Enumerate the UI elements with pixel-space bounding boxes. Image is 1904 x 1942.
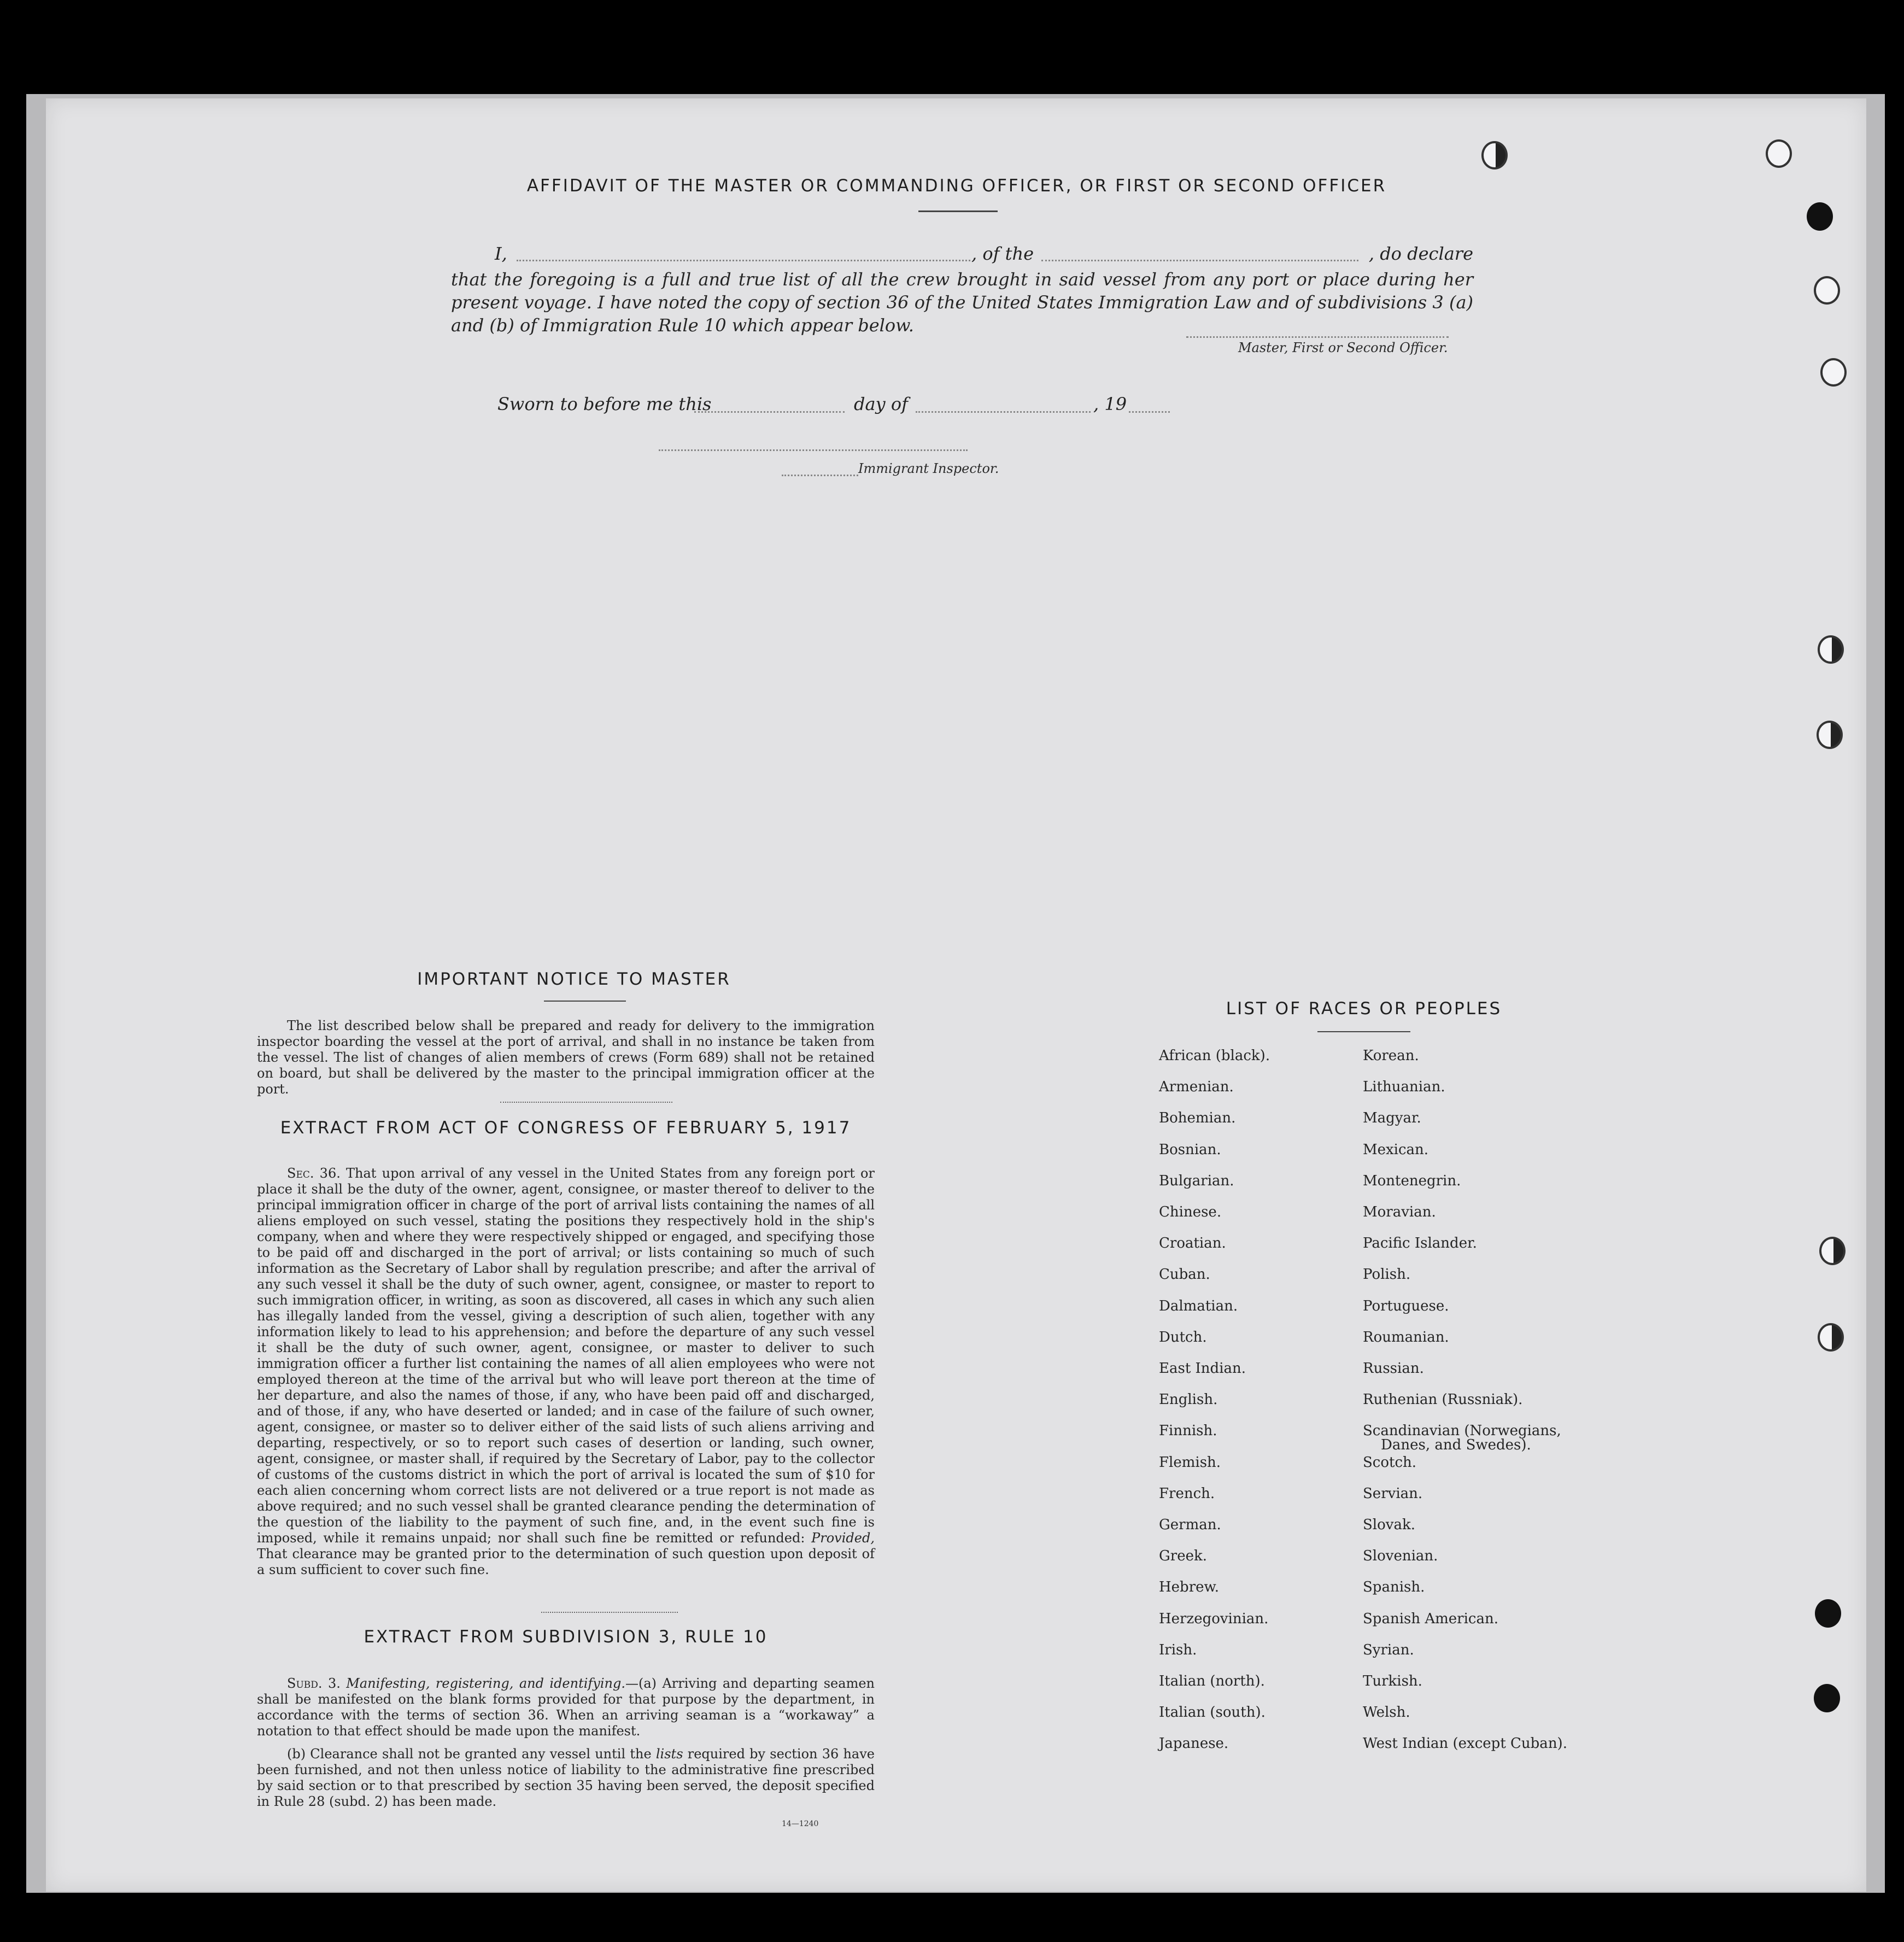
affidavit-title: AFFIDAVIT OF THE MASTER OR COMMANDING OFFICER, OR FIRST OR SECOND OFFICER xyxy=(526,176,1387,196)
subd-heading: Manifesting, registering, and identifying. xyxy=(346,1676,625,1691)
race-item: Italian (south). xyxy=(1159,1704,1266,1721)
subd-para-a: —(a) Arriving and departing seamen shall be manifested on the blank forms provided for that purpose by the department, in accordance with the terms of section 36. When an arriving seaman is a “workaway” a notation to that effect should be made upon the manifest. xyxy=(257,1676,875,1739)
binder-hole-icon xyxy=(1817,721,1843,749)
affidavit-declare-label: , do declare xyxy=(1368,243,1473,264)
sworn-line xyxy=(497,394,1170,417)
binder-hole-icon xyxy=(1815,1599,1841,1628)
race-item: Welsh. xyxy=(1363,1704,1410,1721)
race-item: Magyar. xyxy=(1363,1110,1421,1127)
day-of-label: day of xyxy=(854,394,908,414)
act-extract-body xyxy=(257,1166,875,1578)
races-underline xyxy=(1317,1031,1410,1032)
notice-title: IMPORTANT NOTICE TO MASTER xyxy=(417,969,731,989)
race-item: Bosnian. xyxy=(1159,1141,1221,1158)
inspector-signature-field-lower[interactable] xyxy=(782,475,858,476)
race-item: German. xyxy=(1159,1517,1221,1533)
race-item: Spanish. xyxy=(1363,1579,1425,1596)
para-b-lists: lists xyxy=(655,1746,683,1762)
race-item: Pacific Islander. xyxy=(1363,1235,1477,1252)
binder-hole-icon xyxy=(1820,358,1847,387)
affidavit-body: that the foregoing is a full and true list of all the crew brought in said vessel from any port or place during her present voyage. I have noted the copy of section 36 of the United States Immigration Law and of subdivisions 3 (a) and (b) of Immigration Rule 10 which appear below. xyxy=(451,269,1473,336)
act-divider xyxy=(541,1612,678,1613)
race-item: Moravian. xyxy=(1363,1204,1436,1220)
race-item: Syrian. xyxy=(1363,1641,1414,1658)
sec-36-text: That upon arrival of any vessel in the United States from any foreign port or place it shall be the duty of the owner, agent, consignee, or master thereof to deliver to the principal immigration officer in charge of the port of arrival lists containing the names of all aliens employed on such vessel, stating the positions they respectively hold in the ship's company, when and where they were respectively shipped or engaged, and specifying those to be paid off and discharged in the port of arrival; or lists containing so much of such information as the Secretary of Labor shall by regulation prescribe; and after the arrival of any such vessel it shall be the duty of such owner, agent, consignee, or master to report to such immigration officer, in writing, as soon as discovered, all cases in which any such alien has illegally landed from the vessel, giving a description of such alien, together with any information likely to lead to his apprehension; and before the departure of any such vessel it shall be the duty of such owner, agent, consignee, or master to deliver to such immigration officer a further list containing the names of all alien employees who were not employed thereon at the time of the arrival but who will leave port thereon at the time of her departure, and also the names of those, if any, who have been paid off and discharged, and of those, if any, who have deserted or landed; and in case of the failure of such owner, agent, consignee, or master so to deliver either of the said lists of such aliens arriving and departing, respectively, or so to report such cases of desertion or landing, such owner, agent, consignee, or master shall, if required by the Secretary of Labor, pay to the collector of customs of the customs district in which the port of arrival is located the sum of $10 for each alien concerning whom correct lists are not delivered or a true report is not made as above required; and no such vessel shall be granted clearance pending the determination of the question of the liability to the payment of such fine, and, in the event such fine is imposed, while it remains unpaid; nor shall such fine be remitted or refunded: xyxy=(257,1166,875,1546)
form-page xyxy=(46,98,1866,1892)
binder-hole-icon xyxy=(1814,1684,1840,1712)
race-item: Korean. xyxy=(1363,1048,1419,1064)
race-item: Finnish. xyxy=(1159,1423,1217,1440)
binder-hole-icon xyxy=(1814,276,1840,305)
race-item: Portuguese. xyxy=(1363,1297,1449,1314)
race-item: Chinese. xyxy=(1159,1204,1222,1220)
race-item: Dalmatian. xyxy=(1159,1297,1238,1314)
race-item: Armenian. xyxy=(1159,1079,1234,1096)
affidavit-line1 xyxy=(451,243,1473,266)
race-item: East Indian. xyxy=(1159,1360,1246,1377)
race-item: Bohemian. xyxy=(1159,1110,1236,1127)
rule-para-a xyxy=(257,1676,875,1739)
race-item: Dutch. xyxy=(1159,1329,1207,1346)
binder-hole-icon xyxy=(1807,202,1833,231)
sec-36-text-end: That clearance may be granted prior to the determination of such question upon deposit of a sum sufficient to cover such fine. xyxy=(257,1546,875,1577)
race-item: Bulgarian. xyxy=(1159,1172,1234,1189)
para-b-start: (b) Clearance shall not be granted any vessel until the xyxy=(287,1746,652,1762)
master-signature-field[interactable] xyxy=(1186,336,1449,338)
affidavit-i-label: I, xyxy=(495,243,507,264)
binder-hole-icon xyxy=(1818,635,1844,664)
sworn-year-field[interactable] xyxy=(1129,411,1170,413)
race-item: Montenegrin. xyxy=(1363,1172,1461,1189)
race-item: Hebrew. xyxy=(1159,1579,1219,1596)
race-item: English. xyxy=(1159,1391,1218,1408)
act-extract-title: EXTRACT FROM ACT OF CONGRESS OF FEBRUARY 5, 1917 xyxy=(280,1118,852,1138)
notice-body: The list described below shall be prepared and ready for delivery to the immigration inspector boarding the vessel at the port of arrival, and shall in no instance be taken from the vessel. The list of changes of alien members of crews (Form 689) shall not be retained on board, but shall be delivered by the master to the principal immigration officer at the port. xyxy=(257,1018,875,1097)
race-item: Scotch. xyxy=(1363,1454,1417,1471)
title-underline xyxy=(918,210,998,212)
race-item: West Indian (except Cuban). xyxy=(1363,1735,1567,1752)
race-item: Japanese. xyxy=(1159,1735,1229,1752)
sec-36-label: Sec. 36. xyxy=(287,1166,341,1181)
race-item: Irish. xyxy=(1159,1641,1197,1658)
race-item: Mexican. xyxy=(1363,1141,1429,1158)
race-item: Cuban. xyxy=(1159,1266,1210,1283)
race-item: Scandinavian (Norwegians, Danes, and Swedes). xyxy=(1363,1423,1561,1454)
race-item: Greek. xyxy=(1159,1548,1207,1565)
affidavit-of-label: , of the xyxy=(971,243,1034,264)
notice-underline xyxy=(544,1001,626,1002)
race-item: Servian. xyxy=(1363,1485,1423,1502)
race-item: Flemish. xyxy=(1159,1454,1221,1471)
race-item: Roumanian. xyxy=(1363,1329,1449,1346)
race-item: Spanish American. xyxy=(1363,1610,1499,1627)
binder-hole-icon xyxy=(1481,141,1508,169)
form-number: 14—1240 xyxy=(782,1820,819,1828)
inspector-label: Immigrant Inspector. xyxy=(858,461,999,476)
binder-hole-icon xyxy=(1818,1323,1844,1352)
race-item: Herzegovinian. xyxy=(1159,1610,1269,1627)
rule-extract-title: EXTRACT FROM SUBDIVISION 3, RULE 10 xyxy=(364,1627,768,1647)
subd-label: Subd. 3. xyxy=(287,1676,341,1691)
inspector-signature-field[interactable] xyxy=(659,449,968,451)
race-item: African (black). xyxy=(1159,1048,1270,1064)
sworn-label: Sworn to before me this xyxy=(497,394,712,414)
provided-word: Provided, xyxy=(811,1530,875,1546)
race-item: Lithuanian. xyxy=(1363,1079,1445,1096)
name-field[interactable] xyxy=(517,260,970,261)
race-item: Polish. xyxy=(1363,1266,1411,1283)
binder-hole-icon xyxy=(1819,1237,1846,1265)
race-item: Italian (north). xyxy=(1159,1673,1265,1689)
sworn-month-field[interactable] xyxy=(916,411,1091,413)
rule-para-b xyxy=(257,1746,875,1810)
para-b-end: required by section 36 have been furnished, and not then unless notice of liability to the administrative fine prescribed by said section or to that prescribed by section 35 having been served, the deposit specified in Rule 28 (subd. 2) has been made. xyxy=(257,1746,875,1809)
master-label: Master, First or Second Officer. xyxy=(1238,340,1448,355)
vessel-field[interactable] xyxy=(1041,260,1358,261)
sworn-day-field[interactable] xyxy=(694,411,845,413)
race-item: Slovenian. xyxy=(1363,1548,1438,1565)
race-item: French. xyxy=(1159,1485,1215,1502)
notice-divider xyxy=(500,1102,672,1103)
race-item: Slovak. xyxy=(1363,1517,1415,1533)
race-item: Russian. xyxy=(1363,1360,1424,1377)
binder-hole-icon xyxy=(1766,139,1792,168)
races-title: LIST OF RACES OR PEOPLES xyxy=(1226,999,1502,1019)
race-item: Croatian. xyxy=(1159,1235,1226,1252)
year-prefix-label: , 19 xyxy=(1093,394,1127,414)
race-item: Turkish. xyxy=(1363,1673,1422,1689)
race-item: Ruthenian (Russniak). xyxy=(1363,1391,1523,1408)
